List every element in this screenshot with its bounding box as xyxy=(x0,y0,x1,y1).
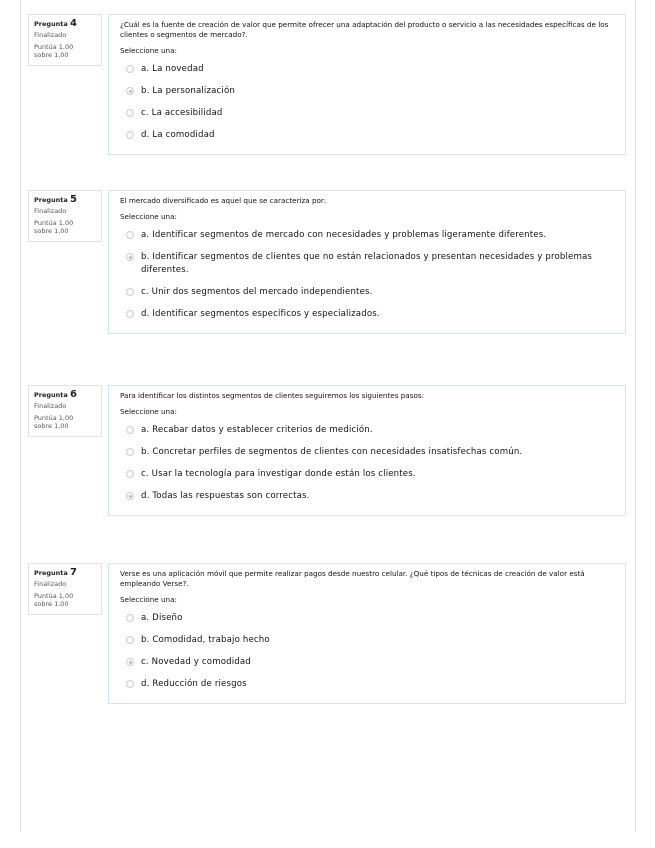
question-number xyxy=(34,390,96,400)
answer-label: a. Recabar datos y establecer criterios de medición. xyxy=(141,424,373,435)
answer-option-c[interactable] xyxy=(120,102,615,124)
answer-option-d[interactable] xyxy=(120,485,615,507)
radio-button-checked[interactable] xyxy=(126,253,134,261)
question-label: Pregunta xyxy=(34,196,68,204)
question-content xyxy=(108,190,626,334)
answer-option-c[interactable] xyxy=(120,651,615,673)
answer-option-b[interactable] xyxy=(120,629,615,651)
question-grade-line1: Puntúa 1,00 xyxy=(34,219,74,227)
question-num: 5 xyxy=(70,194,78,205)
question-content xyxy=(108,385,626,516)
question-state: Finalizado xyxy=(34,207,67,215)
answer-option-b[interactable] xyxy=(120,80,615,102)
radio-button[interactable] xyxy=(126,636,134,644)
question-grade-line2: sobre 1,00 xyxy=(34,227,69,235)
answer-list xyxy=(120,224,615,325)
question-grade-line2: sobre 1,00 xyxy=(34,600,69,608)
radio-button-checked[interactable] xyxy=(126,492,134,500)
question-state: Finalizado xyxy=(34,580,67,588)
radio-button[interactable] xyxy=(126,470,134,478)
radio-button-checked[interactable] xyxy=(126,87,134,95)
radio-button[interactable] xyxy=(126,231,134,239)
answer-list xyxy=(120,607,615,695)
radio-button[interactable] xyxy=(126,109,134,117)
answer-option-c[interactable] xyxy=(120,463,615,485)
answer-option-d[interactable] xyxy=(120,303,615,325)
select-prompt: Seleccione una: xyxy=(120,407,177,416)
page-frame-right xyxy=(635,0,636,832)
answer-option-a[interactable] xyxy=(120,607,615,629)
select-prompt: Seleccione una: xyxy=(120,46,177,55)
answer-label: c. La accesibilidad xyxy=(141,107,223,118)
answer-label: c. Usar la tecnología para investigar donde están los clientes. xyxy=(141,468,416,479)
answer-label: c. Novedad y comodidad xyxy=(141,656,251,667)
radio-button[interactable] xyxy=(126,448,134,456)
radio-button[interactable] xyxy=(126,614,134,622)
answer-list xyxy=(120,58,615,146)
answer-label: d. Identificar segmentos específicos y especializados. xyxy=(141,308,380,319)
answer-label: b. Comodidad, trabajo hecho xyxy=(141,634,270,645)
answer-option-d[interactable] xyxy=(120,673,615,695)
answer-list xyxy=(120,419,615,507)
question-label: Pregunta xyxy=(34,391,68,399)
question-content xyxy=(108,563,626,704)
answer-label: d. La comodidad xyxy=(141,129,215,140)
question-info xyxy=(28,14,102,66)
answer-label: d. Reducción de riesgos xyxy=(141,678,247,689)
radio-button-checked[interactable] xyxy=(126,658,134,666)
question-info xyxy=(28,563,102,615)
question-num: 6 xyxy=(70,389,78,400)
question-number xyxy=(34,19,96,29)
question-number xyxy=(34,568,96,578)
radio-button[interactable] xyxy=(126,288,134,296)
answer-label: d. Todas las respuestas son correctas. xyxy=(141,490,310,501)
question-number xyxy=(34,195,96,205)
answer-option-c[interactable] xyxy=(120,281,615,303)
question-grade-line2: sobre 1,00 xyxy=(34,422,69,430)
question-grade-line1: Puntúa 1,00 xyxy=(34,414,74,422)
answer-option-a[interactable] xyxy=(120,58,615,80)
question-num: 7 xyxy=(70,567,78,578)
radio-button[interactable] xyxy=(126,65,134,73)
answer-label: a. La novedad xyxy=(141,63,204,74)
question-info xyxy=(28,385,102,437)
answer-option-a[interactable] xyxy=(120,224,615,246)
question-grade-line1: Puntúa 1,00 xyxy=(34,592,74,600)
question-text: ¿Cuál es la fuente de creación de valor que permite ofrecer una adaptación del producto o servicio a las necesidades específicas de los clientes o segmentos de mercado?. xyxy=(120,20,609,39)
answer-label: c. Unir dos segmentos del mercado independientes. xyxy=(141,286,373,297)
radio-button[interactable] xyxy=(126,426,134,434)
question-text: El mercado diversificado es aquel que se caracteriza por: xyxy=(120,196,327,205)
radio-button[interactable] xyxy=(126,680,134,688)
question-state: Finalizado xyxy=(34,31,67,39)
question-label: Pregunta xyxy=(34,20,68,28)
question-grade-line2: sobre 1,00 xyxy=(34,51,69,59)
answer-label: b. La personalización xyxy=(141,85,235,96)
page-frame-left xyxy=(20,0,21,832)
question-label: Pregunta xyxy=(34,569,68,577)
answer-label: b. Concretar perfiles de segmentos de clientes con necesidades insatisfechas común. xyxy=(141,446,523,457)
answer-option-b[interactable] xyxy=(120,441,615,463)
answer-option-d[interactable] xyxy=(120,124,615,146)
select-prompt: Seleccione una: xyxy=(120,212,177,221)
answer-option-b[interactable] xyxy=(120,246,615,281)
question-num: 4 xyxy=(70,18,78,29)
question-state: Finalizado xyxy=(34,402,67,410)
radio-button[interactable] xyxy=(126,131,134,139)
answer-label: a. Identificar segmentos de mercado con necesidades y problemas ligeramente diferentes. xyxy=(141,229,547,240)
answer-label: a. Diseño xyxy=(141,612,183,623)
question-text: Para identificar los distintos segmentos de clientes seguiremos los siguientes pasos: xyxy=(120,391,425,400)
answer-option-a[interactable] xyxy=(120,419,615,441)
question-grade-line1: Puntúa 1,00 xyxy=(34,43,74,51)
select-prompt: Seleccione una: xyxy=(120,595,177,604)
question-content xyxy=(108,14,626,155)
question-info xyxy=(28,190,102,242)
question-text: Verse es una aplicación móvil que permite realizar pagos desde nuestro celular. ¿Qué tipos de técnicas de creación de valor está empleando Verse?. xyxy=(120,569,585,588)
answer-label: b. Identificar segmentos de clientes que no están relacionados y presentan necesidades y problemas diferentes. xyxy=(141,251,593,275)
radio-button[interactable] xyxy=(126,310,134,318)
